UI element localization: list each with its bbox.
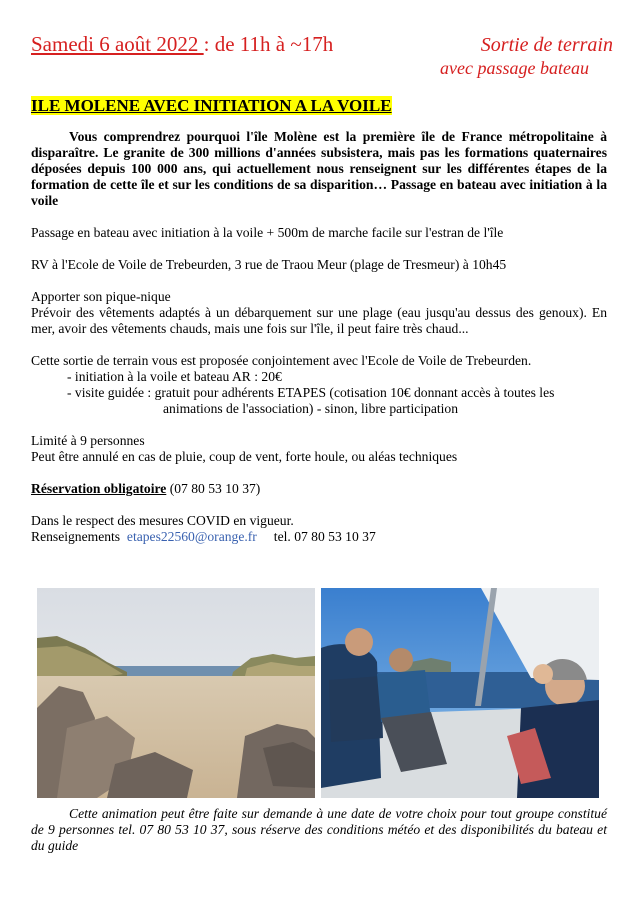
event-date: Samedi 6 août 2022 [31,32,204,56]
joint-text: Cette sortie de terrain vous est proposée conjointement avec l'Ecole de Voile de Trebeurden. [31,353,532,368]
intro-paragraph: Vous comprendrez pourquoi l'île Molène est la première île de France métropolitaine à disparaître. Le granite de 300 millions d'années subsistera, mais pas les formations quaternaires déposées depuis 100 000 ans, qui actuellement nous renseignent sur les différentes étapes de la formation de cette île et sur les conditions de sa disparition… Passage en bateau avec initiation à la voile [31,129,607,208]
document-page [31,28,613,545]
reservation-label: Réservation obligatoire [31,481,167,496]
reservation-line [31,481,607,497]
event-date-time [31,32,333,56]
cancel-text: Peut être annulé en cas de pluie, coup de vent, forte houle, ou aléas techniques [31,449,458,464]
passage-text: Passage en bateau avec initiation à la voile + 500m de marche facile sur l'estran de l'île [31,225,504,240]
photo-caption: Cette animation peut être faite sur demande à une date de votre choix pour tout groupe constitué de 9 personnes tel. 07 80 53 10 37, sous réserve des conditions météo et des disponibilités du bateau et du guide [31,806,607,853]
conditions-section [31,433,607,465]
header [31,28,613,84]
photo-row [37,588,599,798]
sailing-photo [321,588,599,798]
page-title [31,96,607,116]
covid-text: Dans le respect des mesures COVID en vigueur. [31,513,294,528]
beach-photo [37,588,315,798]
info-line [31,529,607,545]
pricing-section [31,353,607,417]
info-phone: tel. 07 80 53 10 37 [256,529,376,544]
outing-type [440,33,613,79]
bring-text: Apporter son pique-nique [31,289,171,304]
event-time: : de 11h à ~17h [203,32,334,56]
info-label: Renseignements [31,529,127,544]
reservation-phone: (07 80 53 10 37) [166,481,261,496]
rendezvous-text: RV à l'Ecole de Voile de Trebeurden, 3 rue de Traou Meur (plage de Tresmeur) à 10h45 [31,257,507,272]
page-title-text: ILE MOLENE AVEC INITIATION A LA VOILE [31,96,392,115]
equipment-section [31,289,607,337]
email-link[interactable]: etapes22560@orange.fr [126,529,257,544]
contact-section [31,513,607,545]
limit-text: Limité à 9 personnes [31,433,145,448]
clothing-text: Prévoir des vêtements adaptés à un débarquement sur une plage (eau jusqu'au dessus des genoux). En mer, avoir des vêtements chauds, mais une fois sur l'île, il peut faire très chaud... [31,305,607,336]
price-guided-line2: animations de l'association) - sinon, libre participation [163,401,459,416]
outing-type-line1: Sortie de terrain [480,34,613,56]
price-guided-line1: - visite guidée : gratuit pour adhérents ETAPES (cotisation 10€ donnant accès à toutes les [67,385,555,400]
outing-type-line2: avec passage bateau [440,58,589,78]
price-sail: - initiation à la voile et bateau AR : 20€ [67,369,282,384]
